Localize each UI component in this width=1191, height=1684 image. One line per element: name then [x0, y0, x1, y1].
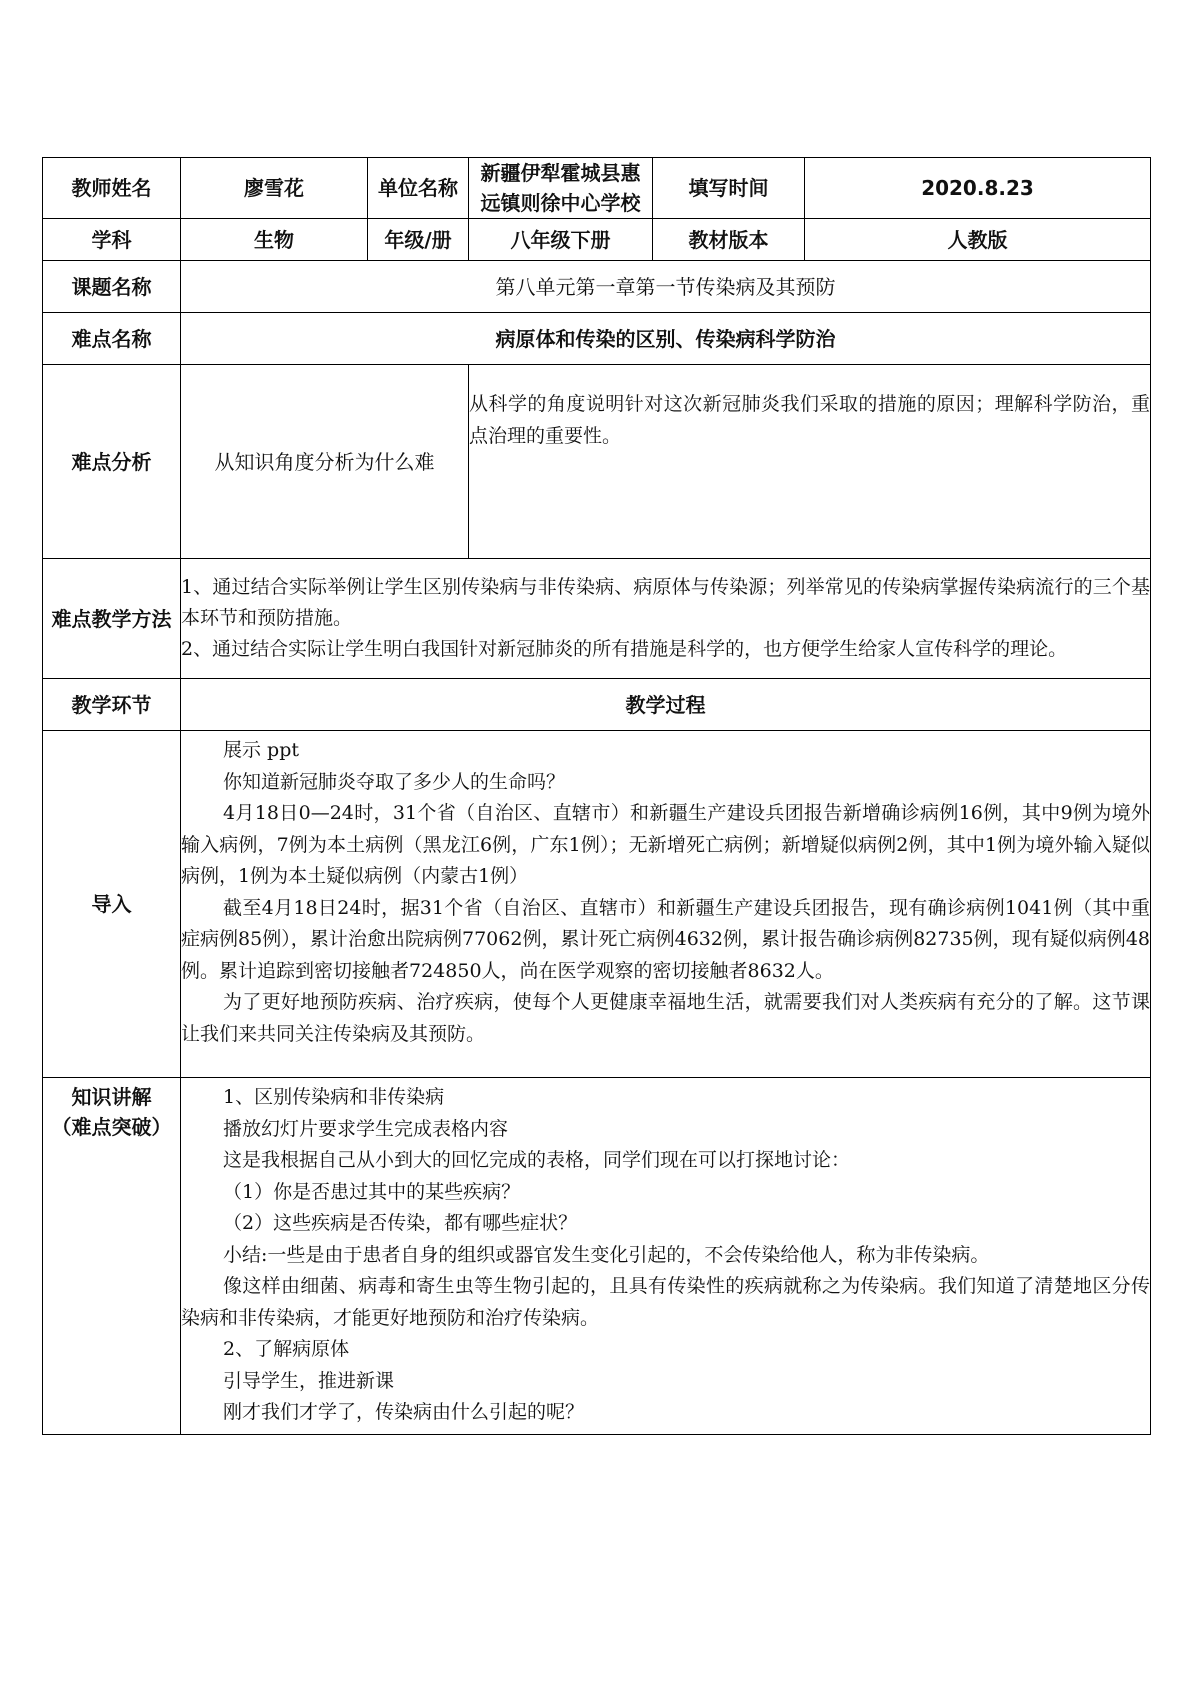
process-header-value: 教学过程 [181, 679, 1151, 731]
topic-label: 课题名称 [43, 261, 181, 313]
method-row [43, 559, 1151, 679]
knowledge-paragraph: 像这样由细菌、病毒和寄生虫等生物引起的，且具有传染性的疾病就称之为传染病。我们知道了清楚地区分传染病和非传染病，才能更好地预防和治疗传染病。 [181, 1275, 1150, 1329]
teacher-name-label: 教师姓名 [43, 158, 181, 219]
grade-label: 年级/册 [368, 219, 469, 261]
topic-value: 第八单元第一章第一节传染病及其预防 [181, 261, 1151, 313]
knowledge-label-line: 知识讲解 [71, 1085, 152, 1109]
topic-row [43, 261, 1151, 313]
teacher-name-value: 廖雪花 [181, 158, 368, 219]
analysis-label: 难点分析 [43, 365, 181, 559]
subject-value: 生物 [181, 219, 368, 261]
intro-row [43, 731, 1151, 1078]
intro-paragraph: 截至4月18日24时，据31个省（自治区、直辖市）和新疆生产建设兵团报告，现有确诊病例1041例（其中重症病例85例），累计治愈出院病例77062例，累计死亡病例4632例，累计报告确诊病例82735例，现有疑似病例48例。累计追踪到密切接触者724850人，尚在医学观察的密切接触者8632人。 [181, 896, 1150, 982]
analysis-text: 从科学的角度说明针对这次新冠肺炎我们采取的措施的原因；理解科学防治，重点治理的重要性。 [469, 365, 1151, 559]
process-step-label: 教学环节 [43, 679, 181, 731]
intro-paragraph: 4月18日0—24时，31个省（自治区、直辖市）和新疆生产建设兵团报告新增确诊病例16例，其中9例为境外输入病例，7例为本土病例（黑龙江6例，广东1例）；无新增死亡病例；新增疑似病例2例，其中1例为境外输入疑似病例，1例为本土疑似病例（内蒙古1例） [181, 802, 1150, 887]
knowledge-label-line: （难点突破） [51, 1115, 172, 1139]
knowledge-paragraph: 1、区别传染病和非传染病 [223, 1086, 445, 1108]
edition-value: 人教版 [805, 219, 1151, 261]
knowledge-paragraph: 这是我根据自己从小到大的回忆完成的表格，同学们现在可以打探地讨论： [223, 1149, 851, 1171]
method-text [181, 559, 1151, 679]
knowledge-paragraph: 引导学生，推进新课 [223, 1369, 395, 1392]
grade-value: 八年级下册 [469, 219, 653, 261]
unit-name-label: 单位名称 [368, 158, 469, 219]
knowledge-paragraph: 播放幻灯片要求学生完成表格内容 [223, 1117, 509, 1140]
process-header-row [43, 679, 1151, 731]
knowledge-paragraph: 2、了解病原体 [223, 1338, 350, 1360]
difficulty-label: 难点名称 [43, 313, 181, 365]
intro-paragraph: 你知道新冠肺炎夺取了多少人的生命吗？ [223, 770, 566, 793]
unit-name-value: 新疆伊犁霍城县惠远镇则徐中心学校 [469, 158, 653, 219]
intro-paragraph: 展示 ppt [223, 739, 300, 761]
difficulty-value: 病原体和传染的区别、传染病科学防治 [181, 313, 1151, 365]
intro-content [181, 731, 1151, 1078]
method-line: 1、通过结合实际举例让学生区别传染病与非传染病、病原体与传染源；列举常见的传染病掌握传染病流行的三个基本环节和预防措施。 [181, 576, 1150, 629]
knowledge-label [43, 1078, 181, 1435]
difficulty-row [43, 313, 1151, 365]
lesson-plan-table [42, 157, 1151, 1435]
knowledge-row [43, 1078, 1151, 1435]
subject-row [43, 219, 1151, 261]
knowledge-paragraph: （1）你是否患过其中的某些疾病？ [223, 1180, 521, 1203]
method-line: 2、通过结合实际让学生明白我国针对新冠肺炎的所有措施是科学的，也方便学生给家人宣传科学的理论。 [181, 638, 1068, 660]
knowledge-content [181, 1078, 1151, 1435]
fill-date-value: 2020.8.23 [805, 158, 1151, 219]
knowledge-paragraph: （2）这些疾病是否传染，都有哪些症状？ [223, 1212, 578, 1234]
knowledge-paragraph: 小结:一些是由于患者自身的组织或器官发生变化引起的，不会传染给他人，称为非传染病。 [223, 1243, 990, 1266]
fill-date-label: 填写时间 [653, 158, 805, 219]
subject-label: 学科 [43, 219, 181, 261]
knowledge-paragraph: 刚才我们才学了，传染病由什么引起的呢？ [223, 1401, 585, 1423]
intro-paragraph: 为了更好地预防疾病、治疗疾病，使每个人更健康幸福地生活，就需要我们对人类疾病有充分的了解。这节课让我们来共同关注传染病及其预防。 [181, 991, 1150, 1045]
analysis-sublabel: 从知识角度分析为什么难 [181, 365, 469, 559]
header-row [43, 158, 1151, 219]
analysis-row [43, 365, 1151, 559]
intro-label: 导入 [43, 731, 181, 1078]
method-label: 难点教学方法 [43, 559, 181, 679]
edition-label: 教材版本 [653, 219, 805, 261]
